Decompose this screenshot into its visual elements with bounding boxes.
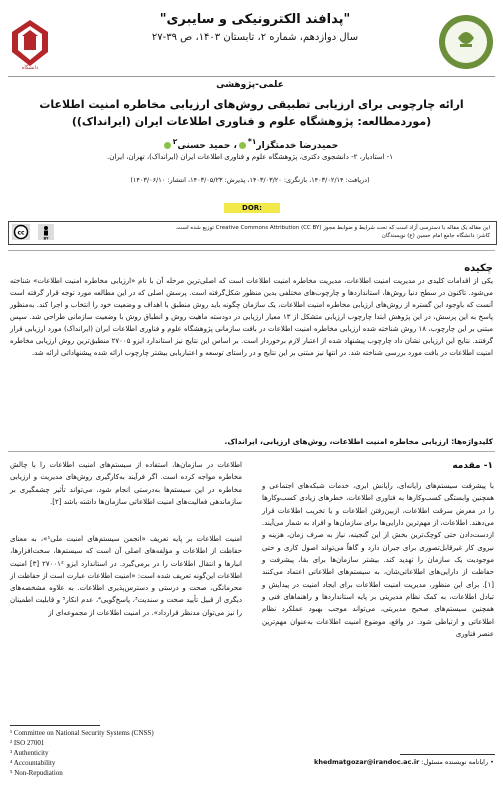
- authors: حمیدرضا خدمتگزار$^{۱*}$، حمید حسنی$^۲$: [80, 137, 420, 151]
- keywords-list: ارزیابی مخاطره امنیت اطلاعات، روش‌های ارزیابی، ایرانداک.: [224, 437, 449, 446]
- footnotes: [10, 728, 250, 778]
- university-emblem-logo: [8, 18, 52, 70]
- intro-left-paragraph-1: اطلاعات در سازمان‌ها، استفاده از سیستم‌های امنیت اطلاعات را با چالش مخاطره مواجه کرده است. اگر فرآیند به‌کارگیری روش‌های مدیریت و ارزیابی مخاطره در این سیستم‌ها به‌درستی انجام شود، می‌تواند تأثیر چشمگیری بر سازماندهی فعالیت‌های امنیت اطلاعاتی سازمان‌ها داشته باشد [۲].: [10, 461, 242, 506]
- orcid-icon[interactable]: [239, 142, 246, 149]
- creative-commons-icon: [12, 224, 30, 240]
- journal-issue: سال دوازدهم، شماره ۲، تابستان ۱۴۰۳، ص ۳۹-۲۷: [151, 32, 359, 43]
- license-line-2: کاشر: دانشگاه جامع امام حسین (ع) نویسندگان: [381, 233, 490, 239]
- author-2[interactable]: حمید حسنی: [177, 141, 231, 151]
- footnote-3: ³ Authenticity: [10, 749, 49, 757]
- corresponding-email[interactable]: khedmatgozar@irandoc.ac.ir: [314, 758, 420, 766]
- cc-icon-label: cc: [17, 229, 25, 237]
- corresponding-label: • رایانامه نویسنده مسئول:: [421, 758, 494, 766]
- journal-logo: [438, 14, 494, 70]
- footnote-divider: [10, 725, 100, 726]
- orcid-icon[interactable]: [164, 142, 171, 149]
- article-title-line2: (موردمطالعه: پژوهشگاه علوم و فناوری اطلاعات ایران (ایرانداک)): [71, 115, 432, 128]
- author-2-mark: ۲: [172, 137, 178, 146]
- header-divider: [8, 76, 495, 77]
- article-title: [30, 96, 473, 130]
- footnote-1: ¹ Committee on National Security Systems (CNSS): [10, 729, 154, 737]
- svg-text:دانشگاه: دانشگاه: [21, 65, 39, 70]
- footnote-4: ⁴ Accountability: [10, 759, 56, 767]
- author-1-mark: ۱*: [247, 137, 257, 146]
- attribution-icon: [38, 224, 54, 240]
- keywords: [10, 437, 493, 446]
- author-1[interactable]: حمیدرضا خدمتگزار: [256, 141, 339, 151]
- intro-left-paragraph-2: امنیت اطلاعات بر پایه تعریف «انجمن سیستم‌های امنیت ملی¹»، به معنای حفاظت از اطلاعات و مؤلفه‌های اصلی آن است که سیستم‌ها، سخت‌افزارها، انبارها و انتقال اطلاعات را در برمی‌گیرد. در استاندارد ایزو ۲۷۰۰۱² [۳] امنیت اطلاعات این‌گونه تعریف شده است: «امنیت اطلاعات عبارت است از حفاظت از محرمانگی، صحت و درستی و دسترس‌پذیری اطلاعات. به علاوه مشخصه‌های دیگری از قبیل تأیید صحت و سندیت³، پاسخ‌گویی⁴، عدم انکار⁵ و قابلیت اطمینان را نیز می‌توان مدنظر قرارداد». در امنیت اطلاعات از مجموعه‌ای از: [10, 535, 242, 617]
- article-dates: (دریافت: ۱۴۰۳/۰۲/۱۴، بازنگری: ۱۴۰۳/۰۳/۲۰، پذیرش: ۱۴۰۳/۰۵/۲۳، انتشار: ۱۴۰۳/۰۶/۱۰): [130, 176, 370, 184]
- license-divider: [8, 250, 495, 251]
- article-title-line1: ارائه چارچوبی برای ارزیابی تطبیقی روش‌های ارزیابی مخاطره امنیت اطلاعات: [39, 98, 464, 111]
- license-line-1: این مقاله یک مقاله با دسترسی آزاد است که تحت شرایط و ضوابط مجوز Creative Commons Attribution (CC BY) توزیع شده است.: [175, 225, 490, 231]
- abstract-body: یکی از اقدامات کلیدی در مدیریت امنیت اطلاعات، مدیریت مخاطره امنیت اطلاعات است که اصلی‌ترین مرحله آن با نام «ارزیابی مخاطره امنیت اطلاعات» شناخته می‌شود. تاکنون در سطح دنیا روش‌ها، استانداردها و چارچوب‌های مختلفی بدین منظور شکل‌گرفته است. پرسش اصلی که در این مطالعه مورد توجه قرار گرفته است آنست که باوجود این گستره از روش‌های ارزیابی مخاطره امنیت اطلاعات، یک سازمان چگونه باید روش منطبق با اهداف و وضعیت خود را انتخاب و اجرا کند. به‌منظور پاسخ به این پرسش، در این پژوهش ابتدا چارچوب ارزیابی متشکل از ۱۳ معیار ارزیابی در دودسته ماهیت روش و انطباق روش با وضعیت سازمانی طراحی شد. سپس مبتنی بر این چارچوب، ۱۸ روش شناخته شده ارزیابی مخاطره امنیت اطلاعات در بافت سازمانی پژوهشگاه علوم و فناوری اطلاعات ایران (ایرانداک) مورد ارزیابی قرار گرفتند. نتایج این ارزیابی نشان داد چارچوب پیشنهاد شده از اعتبار لازم برخوردار است. بر اساس این نتایج نیز استاندارد ایزو ۲۷۰۰۵ منطبق‌ترین روش ارزیابی مخاطره امنیت اطلاعات در بافت مورد بررسی شناخته شد. در انتها نیز مبتنی بر این نتایج و در راستای توسعه و اعتباریابی بیشتر چارچوب ارائه شده پیشنهاداتی ارائه شد.: [10, 277, 494, 357]
- journal-title: "پدافند الکترونیکی و سایبری": [159, 12, 351, 27]
- footnote-2: ² ISO 27001: [10, 739, 45, 747]
- footnote-5: ⁵ Non-Repudiation: [10, 769, 63, 777]
- abstract-heading: چکیده: [464, 263, 493, 274]
- license-text: [150, 224, 490, 240]
- affiliation: ۱- استادیار، ۲- دانشجوی دکتری، پژوهشگاه علوم و فناوری اطلاعات ایران (ایرانداک)، تهران، ایران.: [106, 153, 394, 161]
- article-type: علمی-پژوهشی: [216, 80, 284, 90]
- abstract-divider: [8, 451, 495, 452]
- keywords-label: کلیدواژه‌ها:: [451, 437, 493, 446]
- corresponding-divider: [400, 754, 495, 755]
- corresponding-author: [262, 758, 494, 766]
- by-icon-label: BY: [43, 236, 49, 240]
- dor-label[interactable]: DOR:: [224, 203, 280, 213]
- section-heading-introduction: ۱- مقدمه: [452, 461, 493, 471]
- intro-right-column: با پیشرفت سیستم‌های رایانه‌ای، رایانش ابری، خدمات شبکه‌های اجتماعی و همچنین وابستگی کسب‌وکارها به فناوری اطلاعات، خطرهای زیادی کسب‌وکارها را در معرض سرقت اطلاعات، ازبین‌رفتن اطلاعات و یا تخریب اطلاعات قرار می‌دهند. اطلاعات، از مهم‌ترین دارایی‌ها برای سازمان‌ها و افراد به شمار می‌آیند. ازدست‌دادن حتی کوچک‌ترین بخش از این گنجینه، نیاز به صرف زمان، هزینه و نیروی کار غیرقابل‌تصوری برای جبران دارد و گاهاً می‌تواند اصول کاری و حتی موجودیت یک سازمان را تهدید کند. بیشتر سازمان‌ها برای بقا، پیشرفت و حفاظت از دارایی‌های اطلاعاتی‌شان، به سیستم‌های اطلاعاتی اعتماد می‌کنند [۱]. برای این منظور، مدیریت امنیت اطلاعات برای ایجاد امنیت در پیدایش و تبادل اطلاعات، به کمک نظام مدیریتی بر پایه استانداردها و راهنماهای فنی و همچنین سیستم‌های صحیح مدیریتی، می‌تواند موجب بهبود عملکرد نظام اطلاعاتی و ارتباطی شود. در واقع، موضوع امنیت اطلاعات به‌عنوان مهم‌ترین عنصر فناوری: [262, 482, 494, 639]
